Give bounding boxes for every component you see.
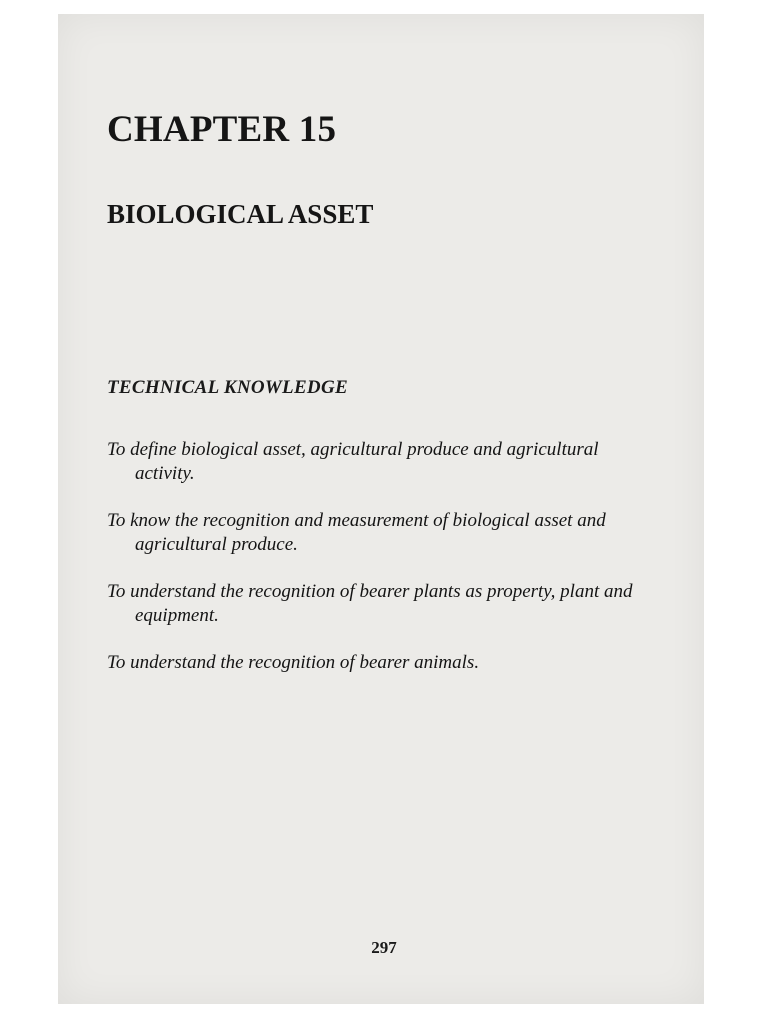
page-number: 297 [371,938,397,957]
section-heading: TECHNICAL KNOWLEDGE [107,377,348,398]
objective-item: To understand the recognition of bearer plants as property, plant and equipment. [107,581,633,626]
chapter-number-heading: CHAPTER 15 [107,109,337,150]
objective-item: To know the recognition and measurement of biological asset and agricultural produce. [107,510,606,555]
objective-item: To define biological asset, agricultural produce and agricultural activity. [107,439,599,484]
learning-objectives-list [107,438,637,698]
objective-item: To understand the recognition of bearer animals. [107,652,480,673]
chapter-title: BIOLOGICAL ASSET [107,199,374,229]
